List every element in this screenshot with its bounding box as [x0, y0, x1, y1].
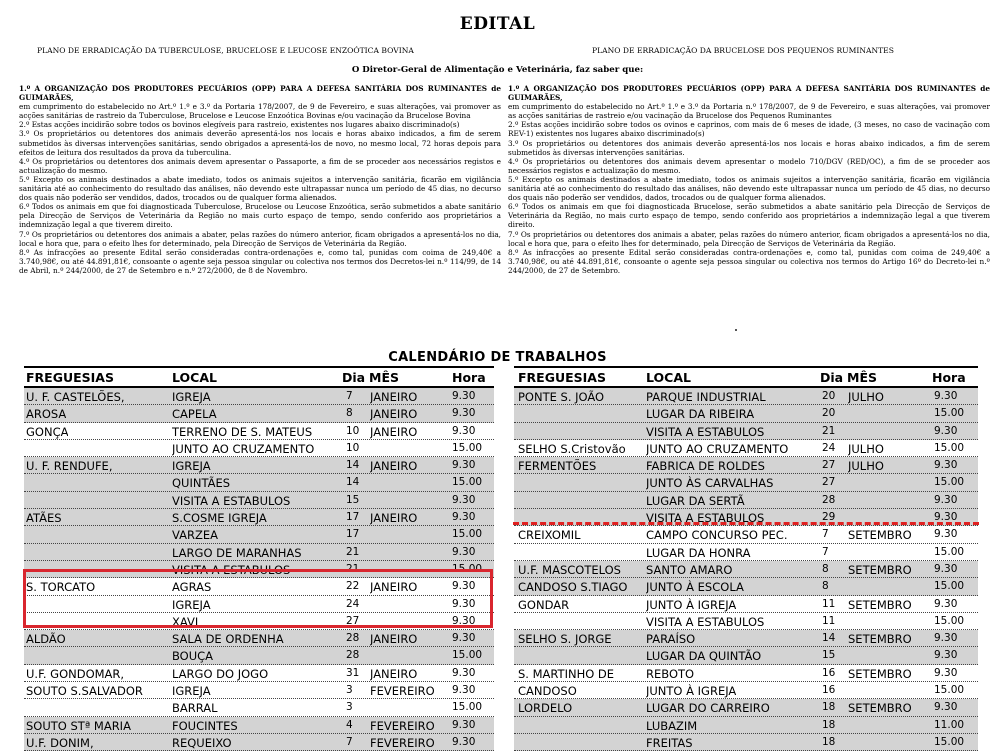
cell-dia: 22	[346, 580, 360, 593]
paragraph: 8.º As infracções ao presente Edital serão consideradas contra-ordenações e, como tal, punidas com coima de 249,40€ a 3.740,98€, ou até 44.891,81€, consoante o agente seja pessoa singular ou colectiva nos termos do Artigo 16º do Decreto-lei n.º 244/2000, de 27 de Setembro.	[508, 247, 990, 275]
table-row	[24, 509, 494, 526]
table-row	[514, 561, 978, 578]
cell-dia: 20	[822, 407, 836, 420]
cell-local: VISITA A ESTABULOS	[172, 562, 291, 577]
cell-local: LUGAR DA SERTÃ	[646, 493, 745, 508]
cell-dia: 24	[822, 441, 836, 454]
cell-freg: U.F. DONIM,	[26, 735, 94, 750]
cell-local: SANTO AMARO	[646, 562, 733, 577]
cell-hora: 9.30	[934, 666, 958, 679]
cell-local: QUINTÃES	[172, 476, 231, 491]
cell-dia: 4	[346, 718, 353, 731]
cell-local: REBOTO	[646, 666, 695, 681]
table-row	[514, 457, 978, 474]
paragraph: 3.º Os proprietários ou detentores dos animais deverão apresentá-los nos locais e horas abaixo indicados, a fim de serem submetidos às diversas intervenções sanitárias.	[508, 138, 990, 157]
cell-mes: JANEIRO	[370, 459, 418, 474]
cell-hora: 9.30	[452, 459, 476, 472]
cell-mes: FEVEREIRO	[370, 684, 435, 699]
table-row	[514, 578, 978, 595]
table-row	[24, 440, 494, 457]
table-row	[514, 440, 978, 457]
cell-local: TERRENO DE S. MATEUS	[172, 424, 313, 439]
cell-dia: 3	[346, 684, 353, 697]
header-local: LOCAL	[172, 370, 217, 385]
table-row	[24, 492, 494, 509]
cell-mes: FEVEREIRO	[370, 735, 435, 750]
cell-dia: 27	[346, 614, 360, 627]
table-row	[514, 492, 978, 509]
cell-local: VISITA A ESTABULOS	[646, 424, 765, 439]
cell-mes: SETEMBRO	[848, 597, 912, 612]
cell-hora: 9.30	[452, 407, 476, 420]
paragraph: em cumprimento do estabelecido no Art.º 1.º e 3.º da Portaria n.º 178/2007, de 9 de Fevereiro, e suas alterações, vai promover as acções sanitárias de rastreio e/ou vacinação da Brucelose dos Pequenos Ruminantes	[508, 102, 990, 121]
cell-freg: GONÇA	[26, 424, 69, 439]
cell-hora: 15.00	[934, 545, 965, 558]
table-row	[24, 682, 494, 699]
cell-freg: SELHO S. JORGE	[518, 632, 612, 647]
cell-freg: LORDELO	[518, 701, 573, 716]
cell-local: FOUCINTES	[172, 718, 238, 733]
table-row	[24, 474, 494, 491]
cell-dia: 21	[346, 545, 360, 558]
table-row	[24, 734, 494, 751]
cell-hora: 15.00	[452, 701, 483, 714]
cell-hora: 9.30	[452, 718, 476, 731]
table-row	[24, 457, 494, 474]
cell-hora: 9.30	[934, 493, 958, 506]
cell-dia: 17	[346, 511, 360, 524]
header-local: LOCAL	[646, 370, 691, 385]
cell-mes: JULHO	[848, 459, 884, 474]
cell-local: LUGAR DO CARREIRO	[646, 701, 770, 716]
cell-freg: CANDOSO	[518, 684, 577, 699]
cell-hora: 11.00	[934, 718, 965, 731]
cell-hora: 9.30	[452, 511, 476, 524]
cell-local: PARQUE INDUSTRIAL	[646, 390, 766, 404]
cell-local: LUGAR DA QUINTÃO	[646, 649, 762, 664]
cell-hora: 9.30	[934, 701, 958, 714]
cell-dia: 3	[346, 701, 353, 714]
table-row	[24, 405, 494, 422]
cell-dia: 8	[346, 407, 353, 420]
cell-freg: AROSA	[26, 407, 67, 422]
cell-local: BOUÇA	[172, 649, 214, 664]
subtitle-bovina: PLANO DE ERRADICAÇÃO DA TUBERCULOSE, BRUCELOSE E LEUCOSE ENZOÓTICA BOVINA	[37, 46, 414, 55]
cell-dia: 28	[822, 493, 836, 506]
table-row	[514, 474, 978, 491]
cell-freg: U. F. RENDUFE,	[26, 459, 113, 474]
cell-dia: 27	[822, 459, 836, 472]
table-row	[514, 699, 978, 716]
edital-title: EDITAL	[459, 14, 536, 34]
paragraph-heading: 1.º A ORGANIZAÇÃO DOS PRODUTORES PECUÁRIOS (OPP) PARA A DEFESA SANITÁRIA DOS RUMINANTES de GUIMARÃES,	[508, 84, 990, 103]
director-statement: O Diretor-Geral de Alimentação e Veterinária, faz saber que:	[351, 65, 644, 75]
cell-local: CAMPO CONCURSO PEC.	[646, 528, 788, 543]
cell-hora: 15.00	[452, 649, 483, 662]
cell-local: VARZEA	[172, 528, 218, 543]
table-row	[24, 647, 494, 664]
paragraph: 7.º Os proprietários ou detentores dos animais a abater, pelas razões do número anterior, ficam obrigados a apresentá-los no dia, local e hora que, para o efeito lhes for determinado, pela Direcção de Serviços de Veterinária da Região.	[19, 229, 501, 248]
cell-local: REQUEIXO	[172, 735, 232, 750]
subtitle-pequenos-ruminantes: PLANO DE ERRADICAÇÃO DA BRUCELOSE DOS PEQUENOS RUMINANTES	[592, 46, 894, 55]
table-row	[24, 388, 494, 405]
cell-hora: 15.00	[934, 614, 965, 627]
cell-dia: 10	[346, 424, 360, 437]
cell-hora: 9.30	[452, 735, 476, 748]
cell-hora: 15.00	[934, 684, 965, 697]
cell-dia: 7	[346, 390, 353, 402]
cell-hora: 15.00	[934, 580, 965, 593]
cell-mes: SETEMBRO	[848, 562, 912, 577]
cell-mes: JANEIRO	[370, 407, 418, 422]
cell-dia: 7	[346, 735, 353, 748]
calendar-title: CALENDÁRIO DE TRABALHOS	[388, 350, 607, 365]
table-row	[24, 630, 494, 647]
cell-dia: 14	[822, 632, 836, 645]
cell-freg: SOUTO S.SALVADOR	[26, 684, 143, 699]
cell-local: JUNTO AO CRUZAMENTO	[646, 441, 789, 456]
cell-dia: 7	[822, 545, 829, 558]
cell-freg: S. MARTINHO DE	[518, 666, 615, 681]
table-row	[514, 544, 978, 561]
header-freguesias: FREGUESIAS	[26, 370, 114, 385]
table-row	[514, 717, 978, 734]
paragraph: 4.º Os proprietários ou detentores dos animais devem apresentar o Passaporte, a fim de se proceder aos necessários registos e actualização do mesmo.	[19, 156, 501, 175]
cell-freg: FERMENTÕES	[518, 459, 597, 474]
edital-left-column	[19, 84, 501, 275]
cell-hora: 15.00	[452, 528, 483, 541]
cell-mes: SETEMBRO	[848, 632, 912, 647]
cell-dia: 17	[346, 528, 360, 541]
cell-hora: 9.30	[452, 424, 476, 437]
cell-dia: 14	[346, 459, 360, 472]
cell-dia: 31	[346, 666, 360, 679]
cell-hora: 9.30	[452, 390, 476, 402]
cell-local: JUNTO À IGREJA	[646, 684, 737, 699]
cell-hora: 9.30	[934, 424, 958, 437]
highlight-s-torcato	[23, 569, 493, 628]
cell-freg: ATÃES	[26, 511, 62, 526]
cell-local: S.COSME IGREJA	[172, 511, 267, 526]
cell-local: FREITAS	[646, 735, 693, 750]
cell-hora: 9.30	[452, 493, 476, 506]
cell-dia: 27	[822, 476, 836, 489]
cell-hora: 9.30	[934, 459, 958, 472]
table-row	[24, 665, 494, 682]
cell-hora: 15.00	[934, 407, 965, 420]
cell-local: BARRAL	[172, 701, 218, 716]
cell-local: LUGAR DA HONRA	[646, 545, 751, 560]
cell-hora: 9.30	[934, 511, 958, 524]
cell-local: JUNTO AO CRUZAMENTO	[172, 441, 315, 456]
table-row	[514, 423, 978, 440]
cell-local: AGRAS	[172, 580, 212, 595]
cell-hora: 15.00	[452, 562, 483, 575]
cell-dia: 14	[346, 476, 360, 489]
table-row	[514, 682, 978, 699]
table-header	[514, 368, 978, 388]
paragraph: em cumprimento do estabelecido no Art.º 1.º e 3.º da Portaria 178/2007, de 9 de Fevereiro, e suas alterações, vai promover as acções sanitárias de rastreio da Tuberculose, Brucelose e Leucose Enzoótica Bovinas e/ou vacinação da Brucelose Bovina	[19, 102, 501, 121]
cell-local: PARAÍSO	[646, 632, 696, 647]
paragraph: 7.º Os proprietários ou detentores dos animais a abater, pelas razões do número anterior, ficam obrigados a apresentá-los no dia, local e hora que, para o efeito lhes for determinado, pela Direcção de Serviços de Veterinária da Região.	[508, 229, 990, 248]
cell-freg: GONDAR	[518, 597, 570, 612]
table-row	[514, 734, 978, 751]
calendar-table-right	[514, 366, 978, 751]
cell-dia: 28	[346, 649, 360, 662]
cell-mes: JANEIRO	[370, 580, 418, 595]
cell-freg: U.F. GONDOMAR,	[26, 666, 125, 681]
table-row	[514, 526, 978, 543]
cell-dia: 18	[822, 718, 836, 731]
cell-dia: 24	[346, 597, 360, 610]
cell-mes: SETEMBRO	[848, 528, 912, 543]
cell-hora: 15.00	[934, 441, 965, 454]
table-row	[514, 405, 978, 422]
paragraph: 6.º Todos os animais em que foi diagnosticada Brucelose, serão submetidos a abate sanitário pela Direcção de Serviços de Veterinária da Região, no mais curto espaço de tempo, sendo conferido aos proprietários a indemnização legal a que tiverem direito.	[508, 202, 990, 230]
red-dashed-separator	[513, 522, 979, 525]
cell-local: VISITA A ESTABULOS	[646, 511, 765, 526]
cell-freg: CANDOSO S.TIAGO	[518, 580, 628, 595]
cell-dia: 11	[822, 597, 836, 610]
cell-dia: 18	[822, 735, 836, 748]
cell-local: JUNTO À ESCOLA	[646, 580, 744, 595]
cell-mes: JANEIRO	[370, 424, 418, 439]
cell-local: IGREJA	[172, 684, 211, 699]
cell-local: VISITA A ESTABULOS	[646, 614, 765, 629]
table-header	[24, 368, 494, 388]
cell-local: XAVI	[172, 614, 199, 629]
cell-local: LARGO DE MARANHAS	[172, 545, 302, 560]
cell-hora: 9.30	[452, 597, 476, 610]
table-row	[24, 526, 494, 543]
cell-hora: 15.00	[452, 476, 483, 489]
stray-dot	[735, 329, 737, 331]
cell-hora: 9.30	[934, 649, 958, 662]
cell-freg: U.F. MASCOTELOS	[518, 562, 621, 577]
paragraph: 5.º Excepto os animais destinados a abate imediato, todos os animais sujeitos a intervenção sanitária, ficarão em vigilância sanitária até ao conhecimento do resultado das análises, não devendo este ultrapassar nunca um período de 45 dias, no decurso dos quais não poderão ser vendidos, dados, trocados ou de qualquer forma alienados.	[19, 174, 501, 203]
cell-dia: 8	[822, 562, 829, 575]
header-hora: Hora	[932, 370, 966, 385]
paragraph: 2.º Estas acções incidirão sobre todos os bovinos elegíveis para rastreio, existentes nos lugares abaixo discriminado(s)	[19, 120, 460, 130]
cell-local: JUNTO À IGREJA	[646, 597, 737, 612]
cell-hora: 9.30	[452, 545, 476, 558]
cell-freg: PONTE S. JOÃO	[518, 390, 605, 404]
table-row	[24, 544, 494, 561]
table-row	[514, 596, 978, 613]
cell-local: LUGAR DA RIBEIRA	[646, 407, 755, 422]
cell-freg: SELHO S.Cristovão	[518, 441, 626, 456]
cell-dia: 8	[822, 580, 829, 593]
header-dia: Dia	[342, 370, 366, 385]
table-row	[24, 423, 494, 440]
cell-dia: 28	[346, 632, 360, 645]
cell-mes: JANEIRO	[370, 390, 418, 404]
cell-hora: 9.30	[452, 632, 476, 645]
cell-dia: 18	[822, 701, 836, 714]
cell-local: IGREJA	[172, 459, 211, 474]
cell-local: IGREJA	[172, 390, 211, 404]
cell-hora: 9.30	[934, 528, 958, 541]
table-row	[514, 630, 978, 647]
cell-mes: SETEMBRO	[848, 701, 912, 716]
cell-dia: 16	[822, 684, 836, 697]
cell-mes: FEVEREIRO	[370, 718, 435, 733]
table-row	[514, 388, 978, 405]
cell-hora: 15.00	[934, 476, 965, 489]
cell-dia: 21	[822, 424, 836, 437]
paragraph: 6.º Todos os animais em que foi diagnosticada Tuberculose, Brucelose ou Leucose Enzoótica, serão submetidos a abate sanitário pela Direcção de Serviços de Veterinária da Região no mais curto espaço de tempo, sendo conferido aos proprietários a indemnização legal a que tiverem direito.	[19, 202, 501, 230]
cell-hora: 9.30	[934, 562, 958, 575]
header-mes: MÊS	[847, 370, 877, 385]
cell-freg: SOUTO STª MARIA	[26, 718, 131, 733]
table-row	[24, 717, 494, 734]
header-hora: Hora	[452, 370, 486, 385]
cell-dia: 11	[822, 614, 836, 627]
table-row	[24, 699, 494, 716]
cell-hora: 9.30	[934, 632, 958, 645]
cell-freg: ALDÃO	[26, 632, 66, 647]
cell-mes: JANEIRO	[370, 666, 418, 681]
cell-hora: 9.30	[452, 666, 476, 679]
cell-dia: 15	[822, 649, 836, 662]
table-row	[514, 613, 978, 630]
paragraph: 5.º Excepto os animais destinados a abate imediato, todos os animais sujeitos a intervenção sanitária, ficarão em vigilância sanitária até ao conhecimento do resultado das análises, não devendo este ultrapassar nunca um período de 45 dias, no decurso dos quais não poderão ser vendidos, dados, trocados ou de qualquer forma alienados.	[508, 174, 990, 203]
paragraph: 3.º Os proprietários ou detentores dos animais deverão apresentá-los nos locais e horas abaixo indicados, a fim de serem submetidos às diversas intervenções sanitárias, sendo obrigados a apresentá-los de novo, no mesmo local, 72 horas depois para efeitos de leitura dos resultados da prova da tuberculina.	[19, 129, 501, 157]
cell-dia: 16	[822, 666, 836, 679]
cell-dia: 7	[822, 528, 829, 541]
cell-freg: U. F. CASTELÕES,	[26, 390, 125, 404]
paragraph-heading: 1.º A ORGANIZAÇÃO DOS PRODUTORES PECUÁRIOS (OPP) PARA A DEFESA SANITÁRIA DOS RUMINANTES de GUIMARÃES,	[19, 84, 501, 103]
table-row	[514, 647, 978, 664]
cell-hora: 9.30	[452, 684, 476, 697]
cell-dia: 15	[346, 493, 360, 506]
cell-mes: JANEIRO	[370, 632, 418, 647]
cell-local: LUBAZIM	[646, 718, 698, 733]
cell-dia: 29	[822, 511, 836, 524]
paragraph: 4.º Os proprietários ou detentores dos animais devem apresentar o modelo 710/DGV (RED/OC), a fim de se proceder aos necessários registos e actualização do mesmo.	[508, 156, 990, 175]
cell-local: CAPELA	[172, 407, 217, 422]
cell-hora: 9.30	[934, 390, 958, 402]
cell-local: FABRICA DE ROLDES	[646, 459, 765, 474]
cell-local: IGREJA	[172, 597, 211, 612]
cell-local: LARGO DO JOGO	[172, 666, 269, 681]
calendar-table-left	[24, 366, 494, 751]
cell-mes: JULHO	[848, 441, 884, 456]
paragraph: 2.º Estas acções incidirão sobre todos os ovinos e caprinos, com mais de 6 meses de idade, (3 meses, no caso de vacinação com REV-1) existentes nos lugares abaixo discriminado(s)	[508, 120, 990, 139]
header-dia: Dia	[820, 370, 844, 385]
cell-mes: JANEIRO	[370, 511, 418, 526]
edital-right-column	[508, 84, 990, 275]
paragraph: 8.º As infracções ao presente Edital serão consideradas contra-ordenações e, como tal, punidas com coima de 249,40€ a 3.740,98€, ou até 44.891,81€, consoante o agente seja pessoa singular ou colectiva nos termos dos Decretos-lei n.º 114/99, de 14 de Abril, n.º 244/2000, de 27 de Setembro e n.º 272/2000, de 8 de Novembro.	[19, 247, 501, 275]
cell-dia: 20	[822, 390, 836, 402]
cell-local: JUNTO ÀS CARVALHAS	[646, 476, 774, 491]
header-freguesias: FREGUESIAS	[518, 370, 606, 385]
cell-mes: JULHO	[848, 390, 884, 404]
cell-hora: 9.30	[934, 597, 958, 610]
cell-local: VISITA A ESTABULOS	[172, 493, 291, 508]
header-mes: MÊS	[369, 370, 399, 385]
cell-hora: 9.30	[452, 614, 476, 627]
cell-dia: 10	[346, 441, 360, 454]
cell-hora: 9.30	[452, 580, 476, 593]
cell-hora: 15.00	[452, 441, 483, 454]
cell-dia: 21	[346, 562, 360, 575]
cell-mes: SETEMBRO	[848, 666, 912, 681]
cell-freg: CREIXOMIL	[518, 528, 581, 543]
cell-hora: 15.00	[934, 735, 965, 748]
cell-local: SALA DE ORDENHA	[172, 632, 284, 647]
cell-freg: S. TORCATO	[26, 580, 96, 595]
table-row	[514, 665, 978, 682]
